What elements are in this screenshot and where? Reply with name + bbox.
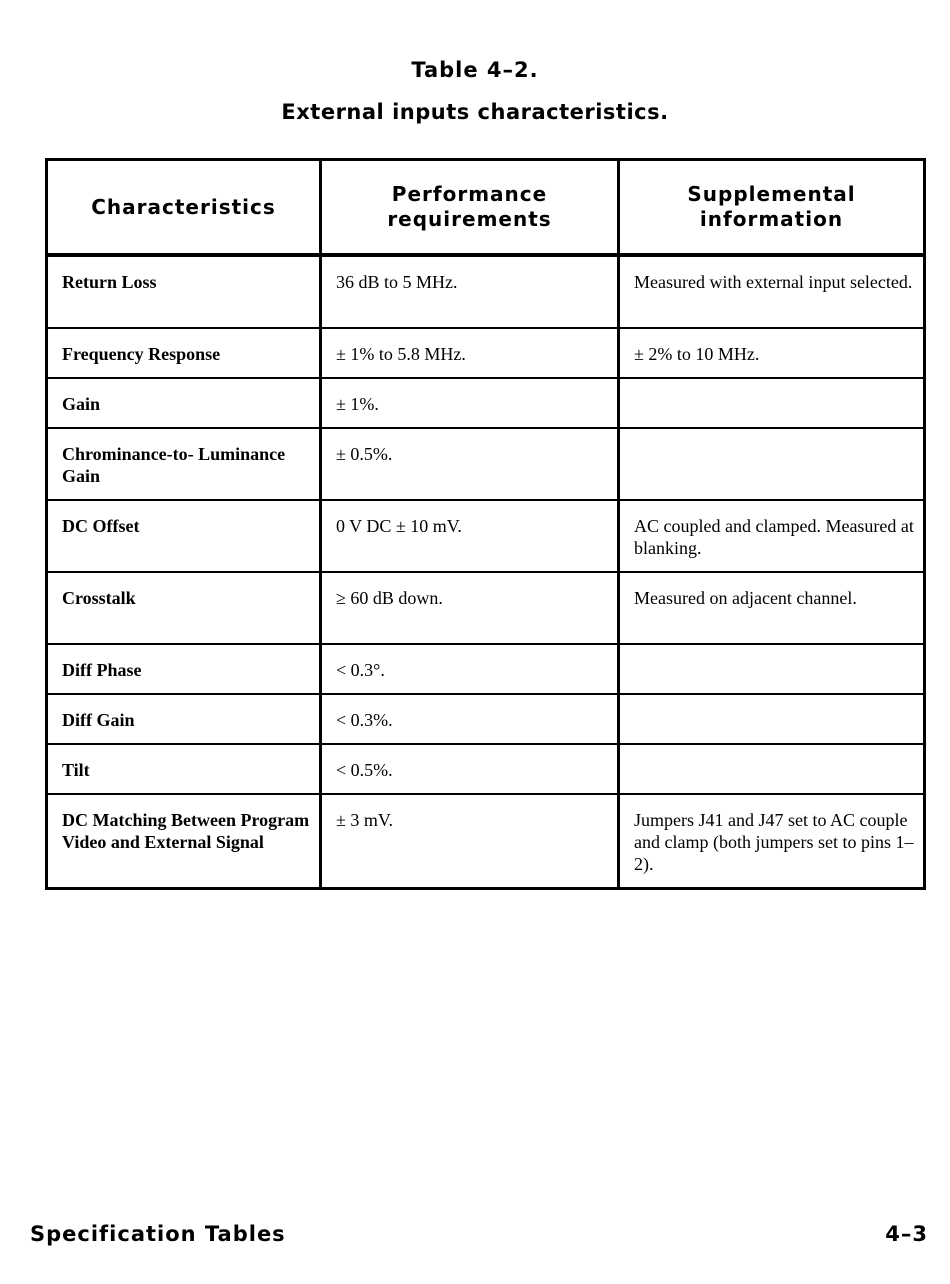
table-row bbox=[47, 794, 925, 889]
table-header-row bbox=[47, 160, 925, 256]
supplemental-cell bbox=[619, 378, 925, 428]
footer-section-title: Specification Tables bbox=[30, 1222, 286, 1246]
supplemental-cell: ± 2% to 10 MHz. bbox=[619, 328, 925, 378]
supplemental-cell bbox=[619, 744, 925, 794]
table-row bbox=[47, 644, 925, 694]
characteristic-cell: DC Matching Between Program Video and External Signal bbox=[47, 794, 321, 889]
header-characteristics bbox=[47, 160, 321, 256]
table-row bbox=[47, 572, 925, 644]
header-supplemental-line1: Supplemental bbox=[687, 182, 856, 206]
table-caption: External inputs characteristics. bbox=[281, 100, 669, 124]
supplemental-cell bbox=[619, 644, 925, 694]
characteristic-cell: Tilt bbox=[47, 744, 321, 794]
performance-cell: 36 dB to 5 MHz. bbox=[321, 255, 619, 328]
table-row bbox=[47, 328, 925, 378]
characteristic-cell: Diff Phase bbox=[47, 644, 321, 694]
table-row bbox=[47, 255, 925, 328]
table-number: Table 4–2. bbox=[411, 58, 539, 82]
header-supplemental bbox=[619, 160, 925, 256]
performance-cell: ± 1% to 5.8 MHz. bbox=[321, 328, 619, 378]
supplemental-cell: Measured on adjacent channel. bbox=[619, 572, 925, 644]
supplemental-cell: AC coupled and clamped. Measured at blanking. bbox=[619, 500, 925, 572]
table-row bbox=[47, 744, 925, 794]
supplemental-cell bbox=[619, 694, 925, 744]
characteristic-cell: Return Loss bbox=[47, 255, 321, 328]
performance-cell: ± 1%. bbox=[321, 378, 619, 428]
characteristic-cell: Chrominance-to- Luminance Gain bbox=[47, 428, 321, 500]
performance-cell: < 0.5%. bbox=[321, 744, 619, 794]
header-characteristics-label: Characteristics bbox=[91, 194, 276, 219]
performance-cell: < 0.3%. bbox=[321, 694, 619, 744]
characteristic-cell: Diff Gain bbox=[47, 694, 321, 744]
header-supplemental-line2: information bbox=[699, 207, 844, 231]
specification-table bbox=[45, 158, 926, 890]
characteristic-cell: Crosstalk bbox=[47, 572, 321, 644]
supplemental-cell: Jumpers J41 and J47 set to AC couple and clamp (both jumpers set to pins 1–2). bbox=[619, 794, 925, 889]
header-performance bbox=[321, 160, 619, 256]
table-row bbox=[47, 428, 925, 500]
table-row bbox=[47, 694, 925, 744]
table-row bbox=[47, 378, 925, 428]
performance-cell: ≥ 60 dB down. bbox=[321, 572, 619, 644]
performance-cell: ± 3 mV. bbox=[321, 794, 619, 889]
performance-cell: < 0.3°. bbox=[321, 644, 619, 694]
characteristic-cell: Gain bbox=[47, 378, 321, 428]
performance-cell: ± 0.5%. bbox=[321, 428, 619, 500]
supplemental-cell: Measured with external input selected. bbox=[619, 255, 925, 328]
footer-page-number: 4–3 bbox=[885, 1222, 928, 1246]
characteristic-cell: Frequency Response bbox=[47, 328, 321, 378]
table-row bbox=[47, 500, 925, 572]
header-performance-line1: Performance bbox=[391, 182, 548, 206]
supplemental-cell bbox=[619, 428, 925, 500]
characteristic-cell: DC Offset bbox=[47, 500, 321, 572]
header-performance-line2: requirements bbox=[387, 207, 552, 231]
performance-cell: 0 V DC ± 10 mV. bbox=[321, 500, 619, 572]
